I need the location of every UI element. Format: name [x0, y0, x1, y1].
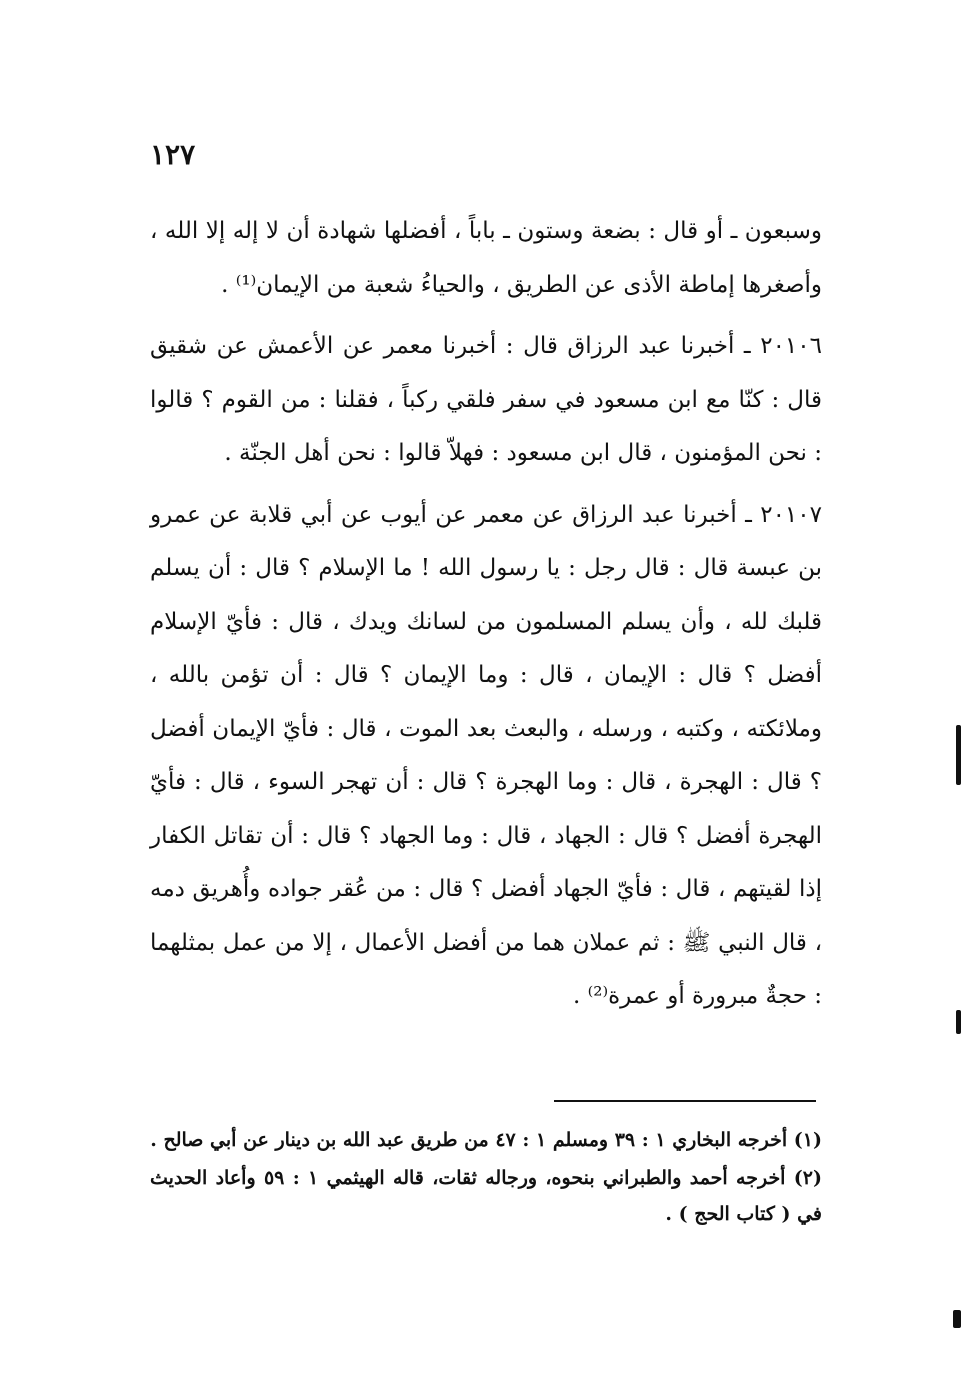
body-text — [150, 205, 822, 1024]
scan-edge-mark-middle — [956, 1010, 961, 1034]
paragraph-hadith-20107: ٢٠١٠٧ ـ أخبرنا عبد الرزاق عن معمر عن أيوب عن أبي قلابة عن عمرو بن عبسة قال : قال رجل : يا رسول الله ! ما الإسلام ؟ قال : أن يسلم قلبك لله ، وأن يسلم المسلمون من لسانك ويدك ، قال : فأيّ الإسلام أفضل ؟ قال : الإيمان ، قال : وما الإيمان ؟ قال : أن تؤمن بالله ، وملائكته ، وكتبه ، ورسله ، والبعث بعد الموت ، قال : فأيّ الإيمان أفضل ؟ قال : الهجرة ، قال : وما الهجرة ؟ قال : أن تهجر السوء ، قال : فأيّ الهجرة أفضل ؟ قال : الجهاد ، قال : وما الجهاد ؟ قال : أن تقاتل الكفار إذا لقيتهم ، قال : فأيّ الجهاد أفضل ؟ قال : من عُقر جواده وأُهريق دمه ، قال النبي ﷺ : ثم عملان هما من أفضل الأعمال ، إلا من عمل بمثلهما : حجةٌ مبرورة أو عمرة⁽²⁾ . — [150, 501, 822, 1009]
footnote-separator — [554, 1100, 816, 1102]
scan-edge-mark-top — [956, 725, 961, 785]
footnote-2: (٢) أخرجه أحمد والطبراني بنحوه، ورجاله ثقات، قاله الهيثمي ١ : ٥٩ وأعاد الحديث في ( كتاب الحج ) . — [150, 1167, 822, 1225]
scan-edge-mark-bottom — [953, 1310, 961, 1328]
footnotes — [150, 1122, 822, 1232]
paragraph-continuation: وسبعون ـ أو قال : بضعة وستون ـ باباً ، أفضلها شهادة أن لا إله إلا الله ، وأصغرها إماطة الأذى عن الطريق ، والحياءُ شعبة من الإيمان⁽¹⁾ . — [150, 218, 822, 298]
footnote-1: (١) أخرجه البخاري ١ : ٣٩ ومسلم ١ : ٤٧ من طريق عبد الله بن دينار عن أبي صالح . — [150, 1129, 822, 1151]
page-number: ١٢٧ — [150, 138, 196, 171]
paragraph-hadith-20106: ٢٠١٠٦ ـ أخبرنا عبد الرزاق قال : أخبرنا معمر عن الأعمش عن شقيق قال : كنّا مع ابن مسعود في سفر فلقي ركباً ، فقلنا : من القوم ؟ قالوا : نحن المؤمنون ، قال ابن مسعود : فهلاّ قالوا : نحن أهل الجنّة . — [150, 333, 822, 466]
